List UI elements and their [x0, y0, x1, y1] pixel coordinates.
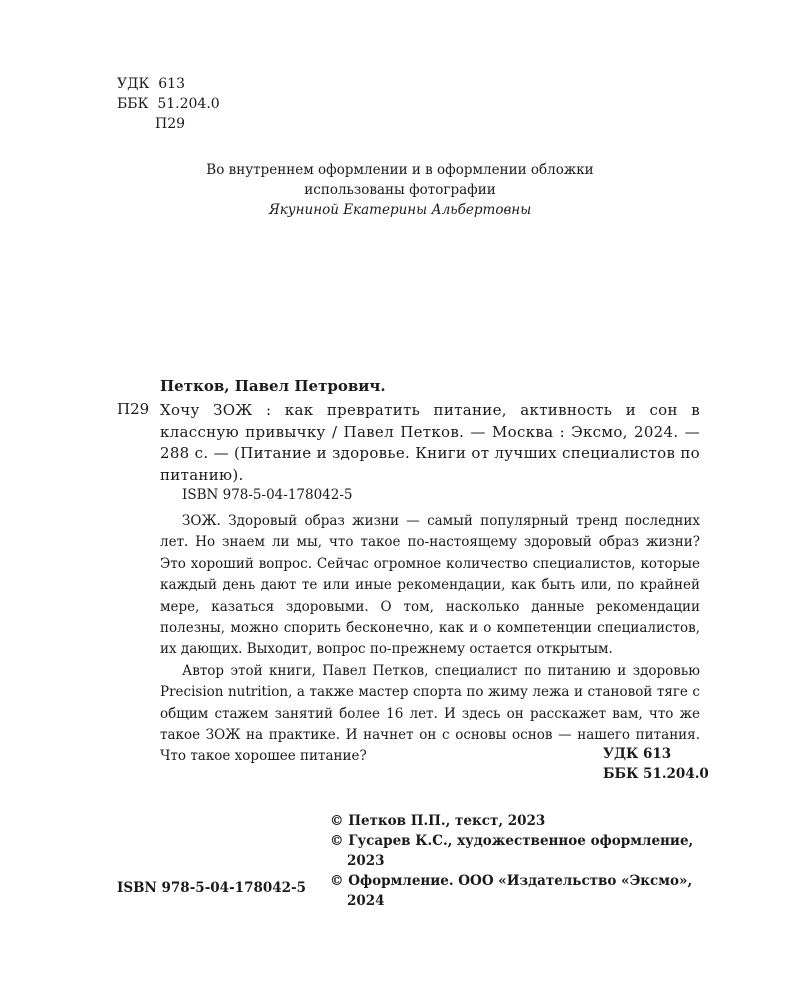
annotation: [160, 511, 700, 768]
photographer-name: Якуниной Екатерины Альбертовны: [268, 202, 532, 218]
bibliographic-code: П29: [117, 400, 150, 418]
bbk-line: [117, 94, 220, 114]
bbk-value: 51.204.0: [157, 96, 220, 112]
author-code: П29: [155, 116, 186, 132]
photo-credit: [0, 160, 800, 220]
annotation-paragraph-2: Автор этой книги, Павел Петков, специалист по питанию и здоровью Precision nutrition, а также мастер спорта по жиму лежа и становой тяге с общим стажем занятий более 16 лет. И здесь он расскажет вам, что же такое ЗОЖ на практике. И начнет он с основы основ — нашего питания. Что такое хорошее питание?: [160, 662, 700, 765]
udk-value: 613: [158, 76, 185, 92]
right-udk: УДК 613: [603, 746, 672, 762]
right-bbk: ББК 51.204.0: [603, 766, 709, 782]
isbn-line: ISBN 978-5-04-178042-5: [182, 487, 353, 503]
photo-credit-line1: Во внутреннем оформлении и в оформлении обложки: [206, 162, 594, 178]
classification-block: [117, 74, 220, 134]
copyright-text: © Петков П.П., текст, 2023: [330, 813, 546, 829]
udk-label: УДК: [117, 76, 150, 92]
right-classification: [603, 744, 709, 784]
photo-credit-line2: использованы фотографии: [304, 182, 496, 198]
udk-line: [117, 74, 220, 94]
bbk-label: ББК: [117, 96, 149, 112]
copyright-design: © Оформление. ООО «Издательство «Эксмо», 2024: [330, 873, 693, 909]
copyright-illustration: © Гусарев К.С., художественное оформление, 2023: [330, 833, 694, 869]
copyright-block: [330, 811, 710, 911]
annotation-paragraph-1: ЗОЖ. Здоровый образ жизни — самый популярный тренд последних лет. Но знаем ли мы, что такое по-настоящему здоровый образ жизни? Это хороший вопрос. Сейчас огромное количество специалистов, которые каждый день дают те или иные рекомендации, как быть или, по крайней мере, казаться здоровыми. О том, насколько данные рекомендации полезны, можно спорить бесконечно, как и о компетенции специалистов, их дающих. Выходит, вопрос по-прежнему остается открытым.: [160, 513, 700, 658]
book-author: Петков, Павел Петрович.: [160, 377, 386, 395]
bibliographic-description: Хочу ЗОЖ : как превратить питание, активность и сон в классную привычку / Павел Петков. — Москва : Эксмо, 2024. — 288 с. — (Питание и здоровье. Книги от лучших специалистов по питанию).: [160, 401, 700, 484]
isbn-bottom: ISBN 978-5-04-178042-5: [117, 880, 307, 896]
